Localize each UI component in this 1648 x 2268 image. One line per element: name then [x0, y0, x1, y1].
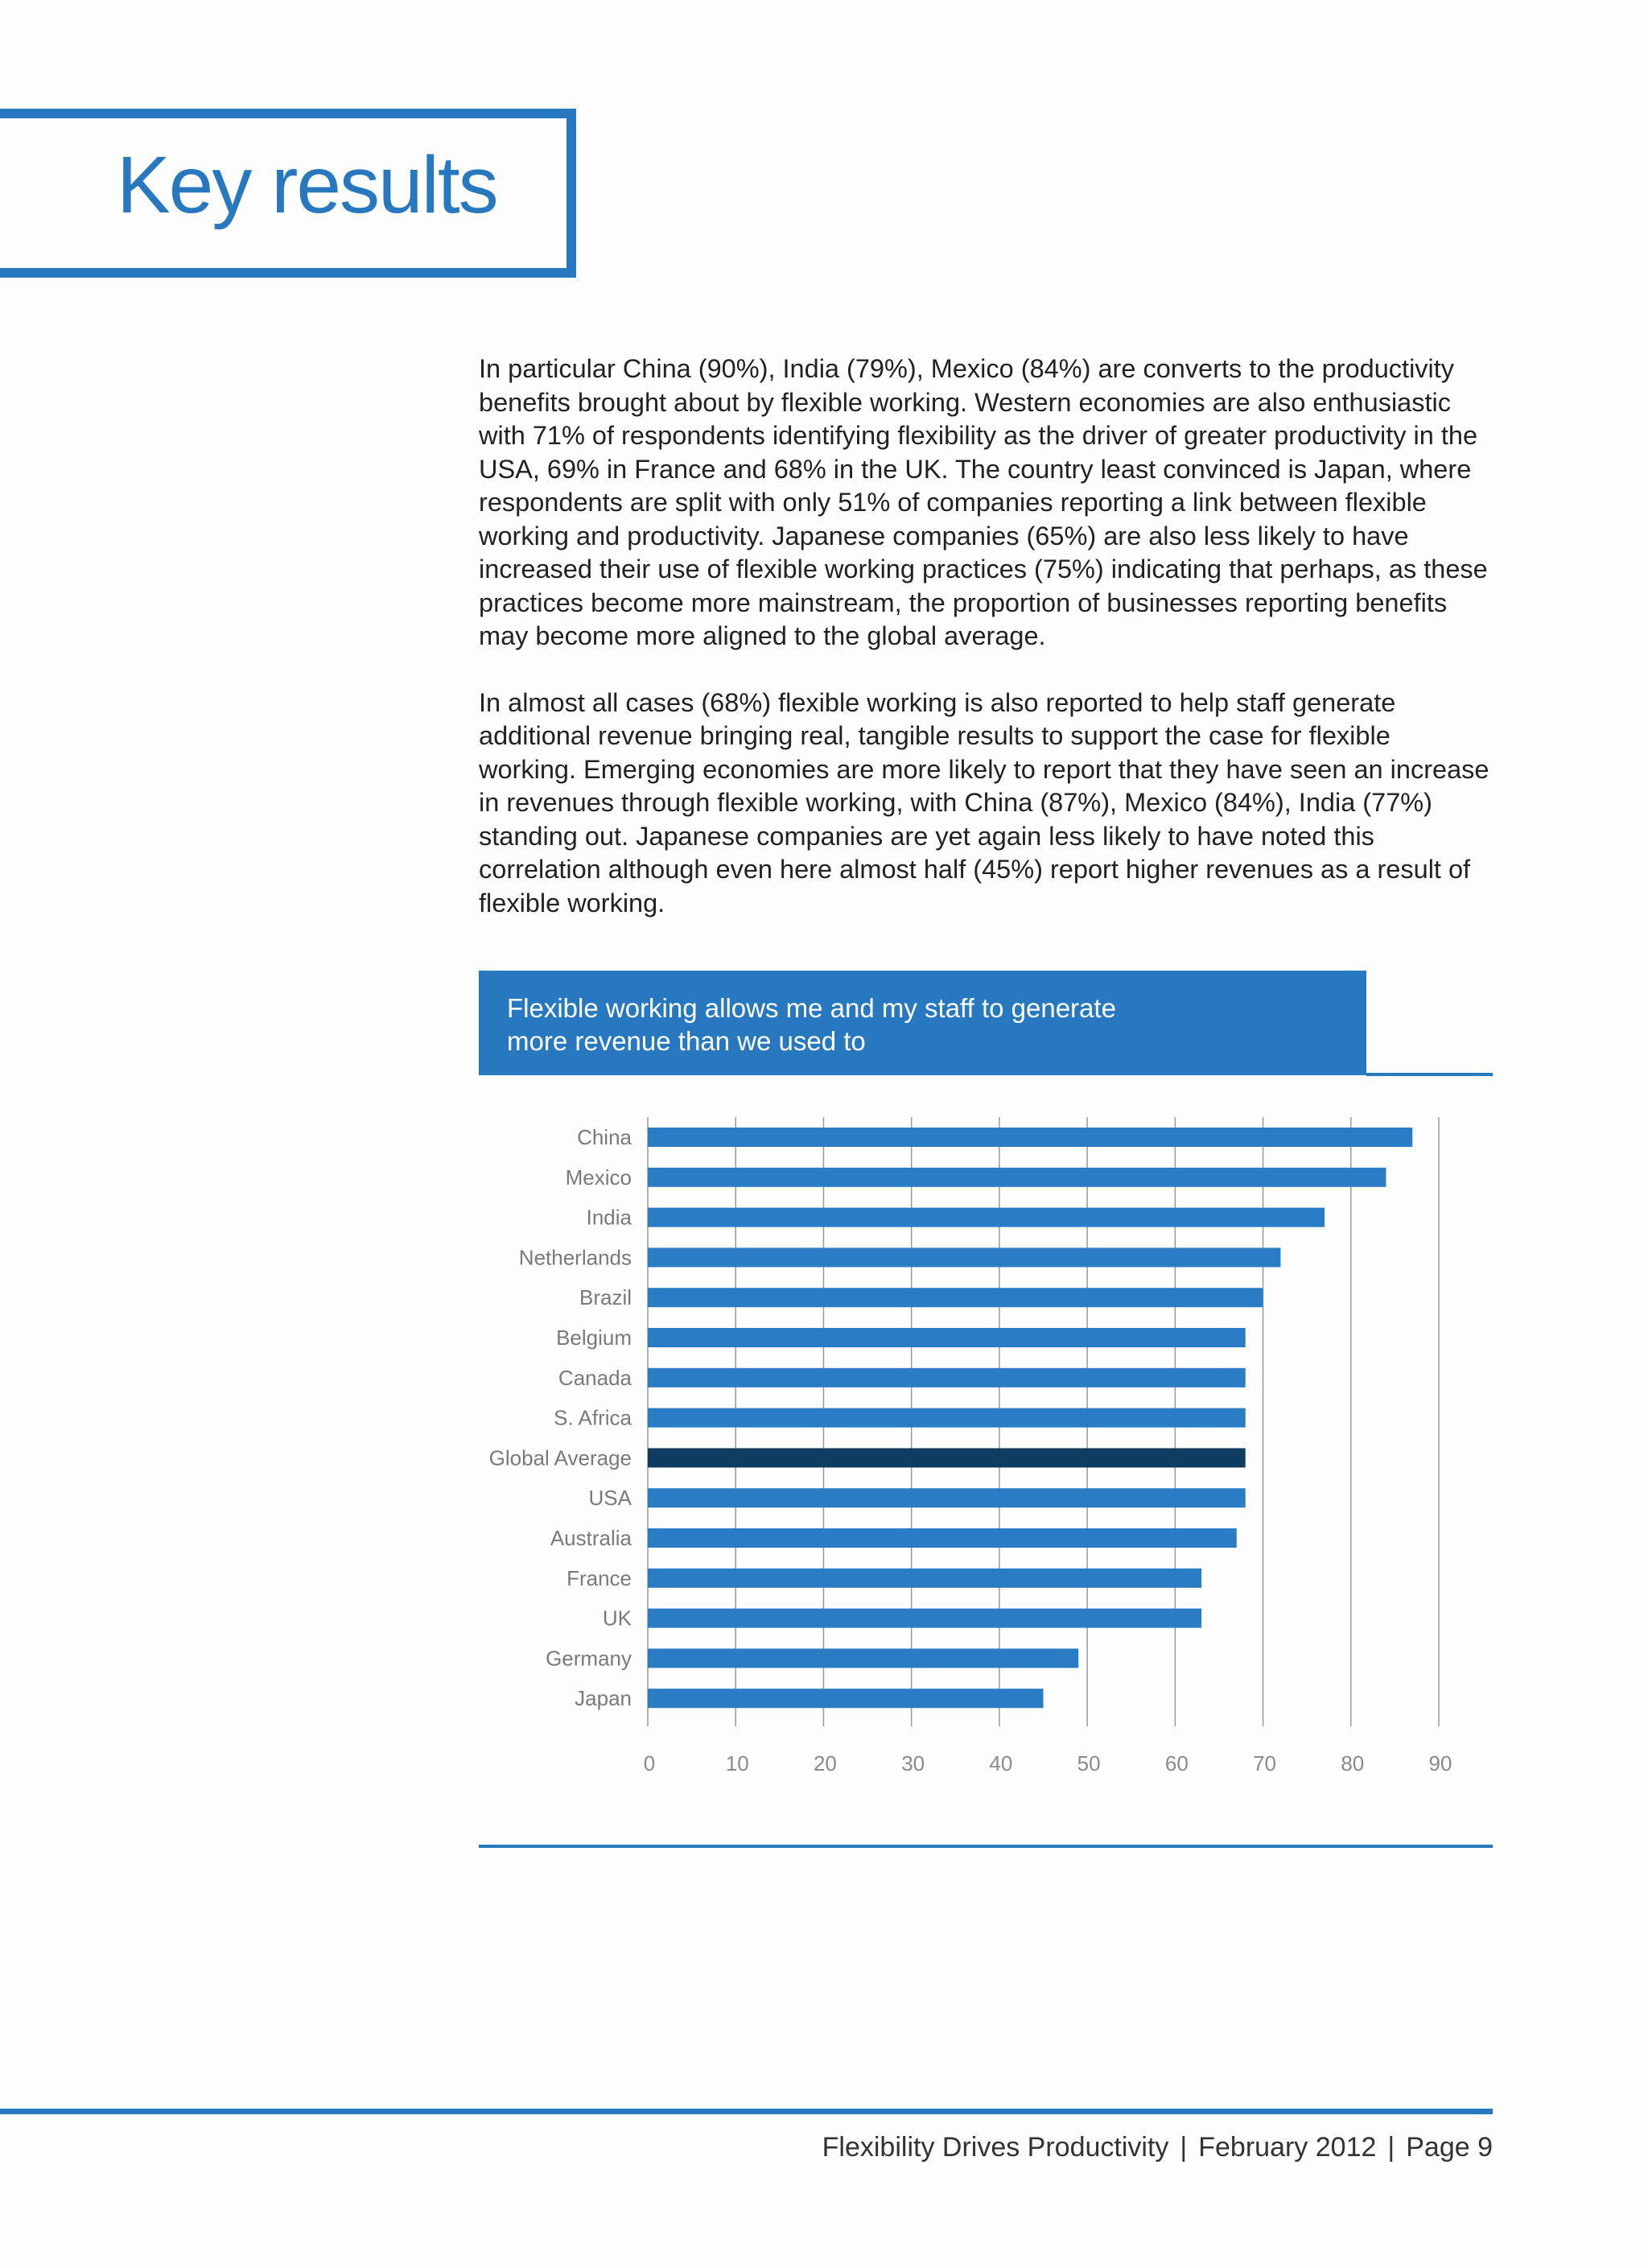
footer-page-number: Page 9	[1406, 2132, 1493, 2163]
bar	[648, 1648, 1078, 1668]
category-label: USA	[588, 1486, 632, 1511]
x-tick-label: 80	[1341, 1751, 1365, 1775]
category-label: France	[566, 1565, 632, 1590]
category-label: Brazil	[579, 1285, 632, 1310]
category-label: China	[577, 1125, 632, 1149]
category-label: UK	[602, 1606, 632, 1631]
bar	[648, 1609, 1201, 1628]
bar-chart	[479, 1111, 1493, 1803]
bar	[648, 1128, 1412, 1147]
footer-rule	[0, 2109, 1493, 2114]
x-tick-label: 20	[813, 1751, 837, 1775]
category-label: Canada	[558, 1365, 632, 1390]
footer-separator-2: |	[1387, 2132, 1395, 2163]
category-label: Netherlands	[518, 1245, 632, 1270]
category-label: Australia	[550, 1526, 632, 1550]
chart-title: Flexible working allows me and my staff to generate more revenue than we used to	[507, 993, 1116, 1056]
category-label: India	[586, 1205, 632, 1230]
x-tick-label: 30	[901, 1751, 925, 1775]
bar	[648, 1288, 1263, 1307]
category-label: S. Africa	[554, 1405, 632, 1430]
paragraph-1: In particular China (90%), India (79%), Mexico (84%) are converts to the productivity benefits brought about by flexible working. Western economies are also enthusiastic with 71% of respondents identifying flexibility as the driver of greater productivity in the USA, 69% in France and 68% in the UK. The country least convinced is Japan, where respondents are split with only 51% of companies reporting a link between flexible working and productivity. Japanese companies (65%) are also less likely to have increased their use of flexible working practices (75%) indicating that perhaps, as these practices become more mainstream, the proportion of businesses reporting benefits may become more aligned to the global average.	[479, 354, 1488, 650]
chart-header	[479, 971, 1366, 1075]
category-label: Japan	[575, 1686, 632, 1711]
x-tick-label: 60	[1164, 1751, 1189, 1775]
page-title: Key results	[117, 140, 497, 230]
bar	[648, 1408, 1246, 1428]
bar-highlight	[648, 1448, 1246, 1467]
footer-publication: Flexibility Drives Productivity	[822, 2132, 1169, 2163]
x-tick-label: 0	[643, 1751, 656, 1775]
chart-bottom-rule	[479, 1845, 1493, 1848]
bar	[648, 1208, 1325, 1227]
bar	[648, 1247, 1280, 1267]
bar	[648, 1368, 1246, 1388]
category-label: Germany	[546, 1646, 632, 1671]
bar	[648, 1328, 1246, 1347]
bar	[648, 1168, 1386, 1187]
category-label: Mexico	[565, 1165, 632, 1190]
bar	[648, 1488, 1246, 1507]
bar	[648, 1689, 1044, 1708]
bar	[648, 1569, 1201, 1588]
footer-separator-1: |	[1180, 2132, 1188, 2163]
x-tick-label: 70	[1253, 1751, 1277, 1775]
footer	[822, 2132, 1493, 2163]
chart-header-rule	[1366, 1073, 1493, 1076]
paragraph-2: In almost all cases (68%) flexible working is also reported to help staff generate additional revenue bringing real, tangible results to support the case for flexible working. Emerging economies are more likely to report that they have seen an increase in revenues through flexible working, with China (87%), Mexico (84%), India (77%) standing out. Japanese companies are yet again less likely to have noted this correlation although even here almost half (45%) report higher revenues as a result of flexible working.	[479, 687, 1489, 918]
category-label: Belgium	[556, 1326, 632, 1350]
x-tick-label: 50	[1077, 1751, 1101, 1775]
bar	[648, 1528, 1237, 1548]
category-label: Global Average	[488, 1445, 632, 1470]
x-tick-label: 90	[1428, 1751, 1452, 1775]
x-tick-label: 10	[725, 1751, 749, 1775]
x-tick-label: 40	[989, 1751, 1013, 1775]
footer-date: February 2012	[1198, 2132, 1377, 2163]
body-text	[479, 353, 1493, 953]
